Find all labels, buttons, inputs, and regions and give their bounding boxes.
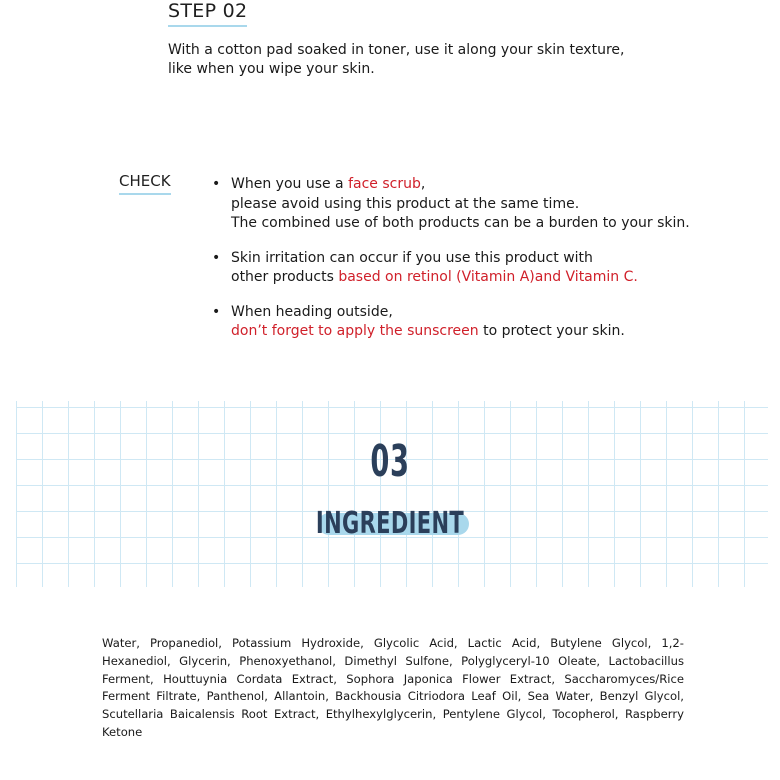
check-highlight: based on retinol (Vitamin A)and Vitamin C. [338, 269, 638, 285]
check-text: The combined use of both products can be a burden to your skin. [231, 215, 690, 231]
ingredients-list: Water, Propanediol, Potassium Hydroxide, Glycolic Acid, Lactic Acid, Butylene Glycol, 1,2-Hexanediol, Glycerin, Phenoxyethanol, Dimethyl Sulfone, Polyglyceryl-10 Oleate, Lactobacillus Ferment, Houttuynia Cordata Extract, Sophora Japonica Flower Extract, Saccharomyces/Rice Ferment Filtrate, Panthenol, Allantoin, Backhousia Citriodora Leaf Oil, Sea Water, Benzyl Glycol, Scutellaria Baicalensis Root Extract, Ethylhexylglycerin, Pentylene Glycol, Tocopherol, Raspberry Ketone [102, 636, 684, 739]
check-text: please avoid using this product at the same time. [231, 195, 580, 212]
check-item [212, 175, 732, 234]
step-description-line: With a cotton pad soaked in toner, use it along your skin texture, [168, 42, 625, 58]
section-title: INGREDIENT [315, 506, 465, 541]
check-text: , [420, 176, 426, 192]
step-description [168, 41, 688, 79]
bullet-icon: • [212, 249, 221, 266]
check-text: other products [231, 269, 339, 285]
check-text: When heading outside, [231, 303, 393, 320]
step-description-line: like when you wipe your skin. [168, 61, 375, 77]
check-text: Skin irritation can occur if you use this product with [231, 249, 593, 266]
check-item [212, 303, 732, 342]
check-label: CHECK [119, 172, 171, 195]
bullet-icon: • [212, 303, 221, 320]
check-item [212, 249, 732, 288]
step-title: STEP 02 [168, 0, 247, 27]
check-highlight: face scrub [348, 176, 421, 192]
check-list [212, 175, 732, 357]
bullet-icon: • [212, 176, 221, 192]
check-highlight: don’t forget to apply the sunscreen [231, 323, 479, 339]
section-number: 03 [370, 436, 410, 487]
check-text: When you use a [231, 176, 349, 192]
grid-background [16, 401, 768, 587]
check-text: to protect your skin. [478, 323, 625, 339]
